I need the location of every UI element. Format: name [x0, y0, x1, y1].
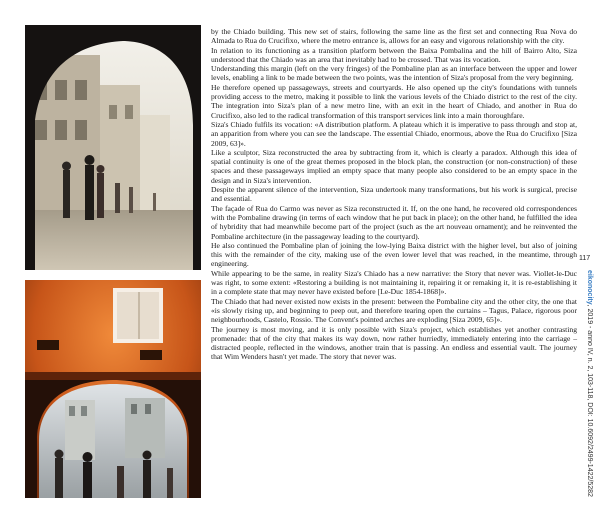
paragraph: He therefore opened up passageways, streets and courtyards. He also opened up the city's foundations with tunnels providing access to the metro, making it possible to link the various levels of the Chiado district to the rest of the city. The integration into Siza's plan of a new metro line, with an exit in the heart of Chiado, and another in Rua do Crucifixo, also led to the radical transformation of this transport services link into a main thoroughfare.	[211, 82, 577, 120]
paragraph: In relation to its functioning as a transition platform between the Baixa Pombalina and the hill of Bairro Alto, Siza understood that the Chiado was an area that inevitably had to be crossed. That was its vocation.	[211, 45, 577, 64]
paragraph: The journey is most moving, and it is only possible with Siza's project, which establishes yet another contrasting promenade: that of the city that makes its way down, now rather hurriedly, immediately entering into the carriage – distracted people, reflected in the windows, another train that is passing. An endless and essential vault. The journey that Wim Wenders hasn't yet made. The story that never was.	[211, 324, 577, 362]
paragraph: The façade of Rua do Carmo was never as Siza reconstructed it. If, on the one hand, he recovered old correspondences with the Pombaline drawing (in terms of each window that he put back in place); on the other hand, he fulfilled the idea of hybridity that had meanwhile become part of the project (such as the art nouveau ornament); and he reinvented the Pombaline architecture (in the passageway leading to the courtyard).	[211, 203, 577, 241]
journal-brand: eikonocity	[586, 270, 593, 305]
article-text-column	[211, 27, 577, 362]
paragraph: by the Chiado building. This new set of stairs, following the same line as the first set and connecting Rua Nova do Almada to Rua do Crucifixo, where the metro entrance is, allows for an easy and vigorous relationship with the city.	[211, 27, 577, 46]
paragraph: While appearing to be the same, in reality Siza's Chiado has a new narrative: the Story that never was. Viollet-le-Duc was right, to some extent: «Restoring a building is not maintaining it, repairing it or remaking it, it is re-establishing it in a complete state that may never have existed before [Le-Duc 1854-1868]».	[211, 268, 577, 297]
paragraph: Understanding this margin (left on the very fringes) of the Pombaline plan as an interface between the upper and lower levels, enabling a link to be made between the two points, was the intention of Siza's proposal from the very beginning.	[211, 64, 577, 83]
journal-citation: , 2019 - anno IV, n. 2, 103-118, DOI: 10.6092/2499-1422/5282	[586, 304, 593, 497]
paragraph: Like a sculptor, Siza reconstructed the area by subtracting from it, which is clearly a paradox. Although this idea of spatial continuity is one of the great themes proposed in the block plan, the construction (or non-construction) of these spaces and these passageways implied an empty space that many people also considered to be an empty space in the design and in Siza's intervention.	[211, 147, 577, 185]
journal-citation-sideline	[583, 270, 595, 510]
paragraph: Despite the apparent silence of the intervention, Siza undertook many transformations, but his work is surgical, precise and essential.	[211, 185, 577, 204]
photo-orange-passage-arch	[25, 280, 201, 498]
paragraph: Siza's Chiado fulfils its vocation: «A distribution platform. A plateau which it is imperative to pass through and stop at, an apparition from where you can see the landscape. The essential Chiado, enormous, above the Rua do Crucifixo [Siza 2009, 63]».	[211, 119, 577, 148]
photo-chiado-street-arch	[25, 25, 201, 270]
paragraph: He also continued the Pombaline plan of joining the low-lying Baixa district with the higher level, but also of joining this with the remainder of the city, making use of the even lower level that was reached, in the meantime, through engineering.	[211, 240, 577, 269]
page-number: 117	[579, 255, 591, 262]
paragraph: The Chiado that had never existed now exists in the present: between the Pombaline city and the other city, the one that «is slowly rising up, and beginning to peep out, and therefore tearing open the curtains – Tagus, Palace, rigorous poor neighbourhoods, Castelo, Rossio. The Convent's pointed arches are exploding [Siza 2009, 65]».	[211, 296, 577, 325]
